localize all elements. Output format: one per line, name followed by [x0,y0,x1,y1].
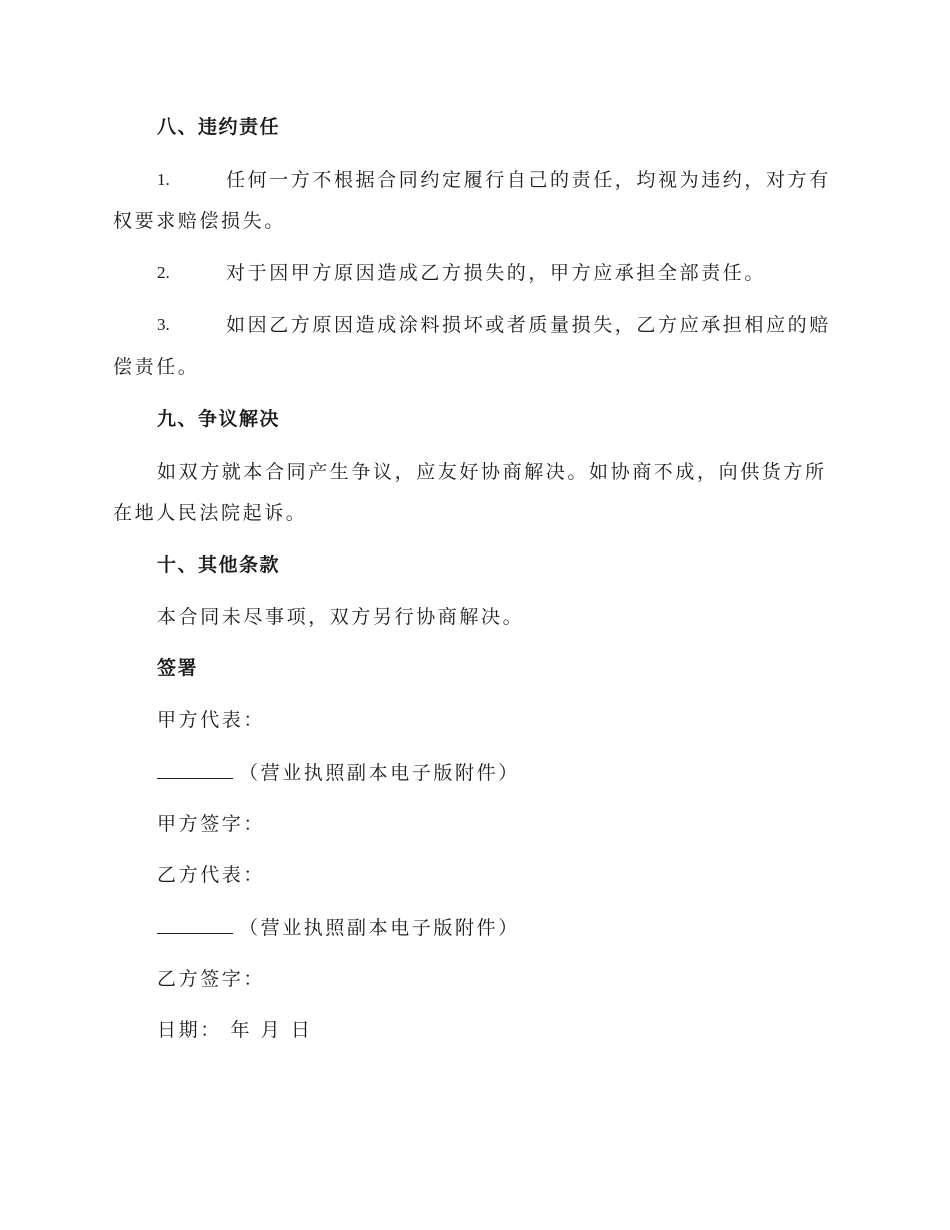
item-text-continued: 偿责任。 [113,356,200,378]
item-number: 1. [157,170,170,189]
paragraph-text-continued: 在地人民法院起诉。 [113,502,308,524]
party-a-attachment-line [157,760,520,785]
section-heading-signature: 签署 [157,657,199,679]
signature-blank [157,760,233,779]
party-b-attachment-line [157,915,520,940]
party-a-signature-label: 甲方签字： [157,813,266,835]
section-heading-dispute: 九、争议解决 [157,408,281,430]
item-number: 2. [157,263,170,282]
item-text: 如因乙方原因造成涂料损坏或者质量损失，乙方应承担相应的赔 [226,314,831,336]
attachment-note: （营业执照副本电子版附件） [239,917,520,939]
item-number: 3. [157,315,170,334]
paragraph-text: 本合同未尽事项，双方另行协商解决。 [157,606,525,628]
item-text: 对于因甲方原因造成乙方损失的，甲方应承担全部责任。 [226,262,767,284]
item-text: 任何一方不根据合同约定履行自己的责任，均视为违约，对方有 [226,169,831,191]
section-heading-breach: 八、违约责任 [157,116,281,138]
party-b-signature-label: 乙方签字： [157,968,266,990]
date-line: 日期： 年 月 日 [157,1019,313,1041]
attachment-note: （营业执照副本电子版附件） [239,762,520,784]
signature-blank [157,915,233,934]
party-a-representative-label: 甲方代表： [157,709,266,731]
party-b-representative-label: 乙方代表： [157,864,266,886]
paragraph-text: 如双方就本合同产生争议，应友好协商解决。如协商不成，向供货方所 [157,461,827,483]
section-heading-other: 十、其他条款 [157,554,281,576]
item-text-continued: 权要求赔偿损失。 [113,210,286,232]
